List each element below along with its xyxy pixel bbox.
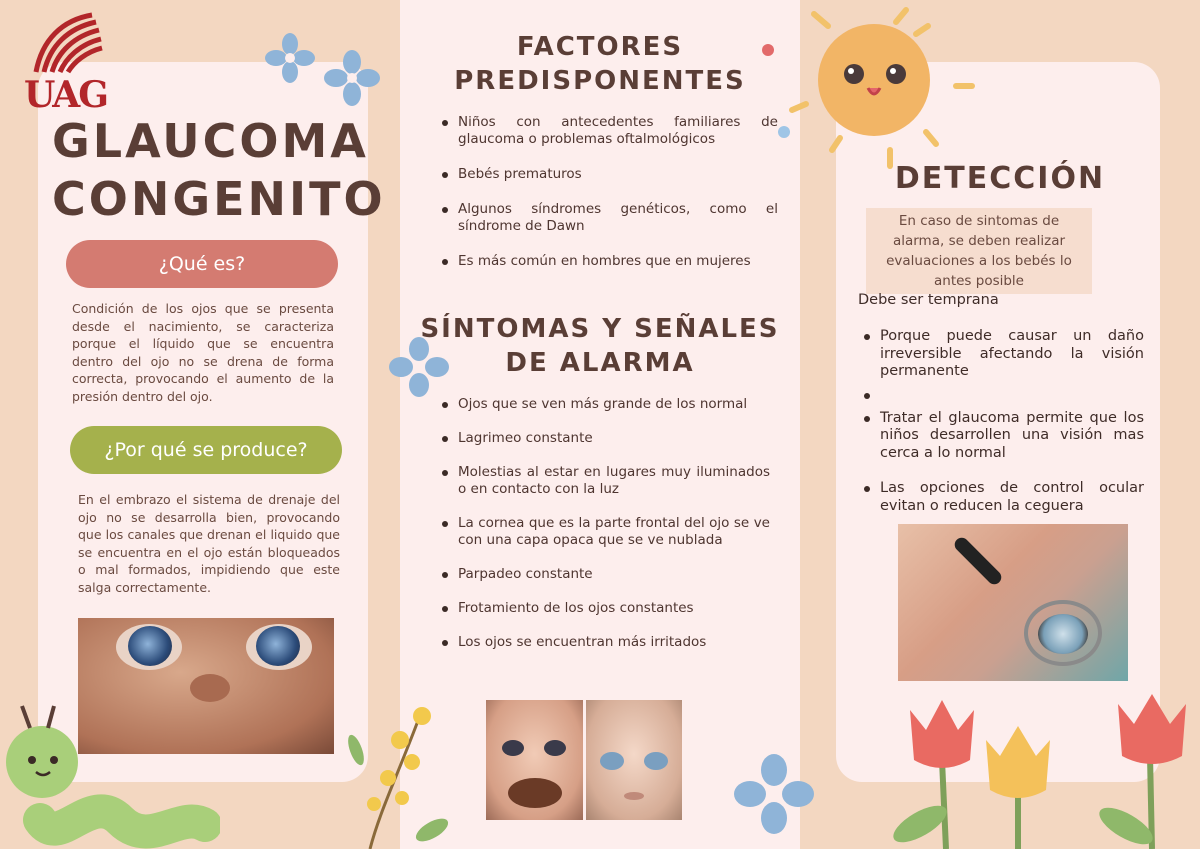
caterpillar-icon: [0, 700, 220, 849]
list-item: La cornea que es la parte frontal del ojo se ve con una capa opaca que se ve nublada: [440, 515, 770, 549]
list-item: Es más común en hombres que en mujeres: [440, 253, 778, 270]
detection-list: [862, 328, 1144, 521]
list-item: Parpadeo constante: [440, 566, 770, 583]
factors-list: [440, 114, 778, 288]
logo-emblem-icon: [22, 10, 108, 80]
baby-photo-left: [486, 700, 583, 820]
main-title: GLAUCOMA CONGENITO: [52, 114, 386, 226]
list-item: Molestias al estar en lugares muy iluminados o en contacto con la luz: [440, 464, 770, 498]
detection-title: DETECCIÓN: [894, 161, 1106, 196]
what-is-text: Condición de los ojos que se presenta desde el nacimiento, se caracteriza porque el líquido que se encuentra dentro del ojo no se drena de forma correcta, provocando el aumento de la presión dentro del ojo.: [72, 301, 334, 404]
list-item: Algunos síndromes genéticos, como el síndrome de Dawn: [440, 201, 778, 235]
list-item: [862, 387, 1144, 404]
symptoms-title: SÍNTOMAS Y SEÑALES DE ALARMA: [420, 314, 780, 378]
baby-photo-right: [586, 700, 682, 820]
list-item: Los ojos se encuentran más irritados: [440, 634, 770, 651]
blue-flower-icon: [732, 752, 816, 836]
list-item: Ojos que se ven más grande de los normal: [440, 396, 770, 413]
symptoms-list: [440, 396, 770, 668]
list-item: Frotamiento de los ojos constantes: [440, 600, 770, 617]
list-item: Niños con antecedentes familiares de glaucoma o problemas oftalmológicos: [440, 114, 778, 148]
what-is-label: ¿Qué es?: [66, 240, 338, 288]
list-item: Las opciones de control ocular evitan o reducen la ceguera: [862, 480, 1144, 515]
why-label: ¿Por qué se produce?: [70, 426, 342, 474]
list-item: Porque puede causar un daño irreversible afectando la visión permanente: [862, 328, 1144, 381]
sun-icon: [756, 0, 986, 175]
blue-flowers-icon: [262, 30, 382, 110]
list-item: Tratar el glaucoma permite que los niños desarrollen una visión mas cerca a lo normal: [862, 410, 1144, 463]
factors-title: FACTORES PREDISPONENTES: [454, 32, 746, 96]
why-text: En el embrazo el sistema de drenaje del ojo no se desarrolla bien, provocando que los canales que drenan el liquido que se encuentra en el ojo están bloqueados o mal formados, impidiendo que este salga correctamente.: [78, 492, 340, 595]
uag-logo: [22, 10, 108, 116]
tulips-icon: [890, 690, 1200, 849]
list-item: Lagrimeo constante: [440, 430, 770, 447]
eye-exam-photo: [898, 524, 1128, 681]
detection-subtitle: Debe ser temprana: [858, 292, 999, 308]
yellow-flowers-icon: [340, 700, 460, 849]
logo-text: UAG: [24, 74, 107, 116]
list-item: Bebés prematuros: [440, 166, 778, 183]
detection-note: En caso de sintomas de alarma, se deben realizar evaluaciones a los bebés lo antes posible: [866, 208, 1092, 294]
